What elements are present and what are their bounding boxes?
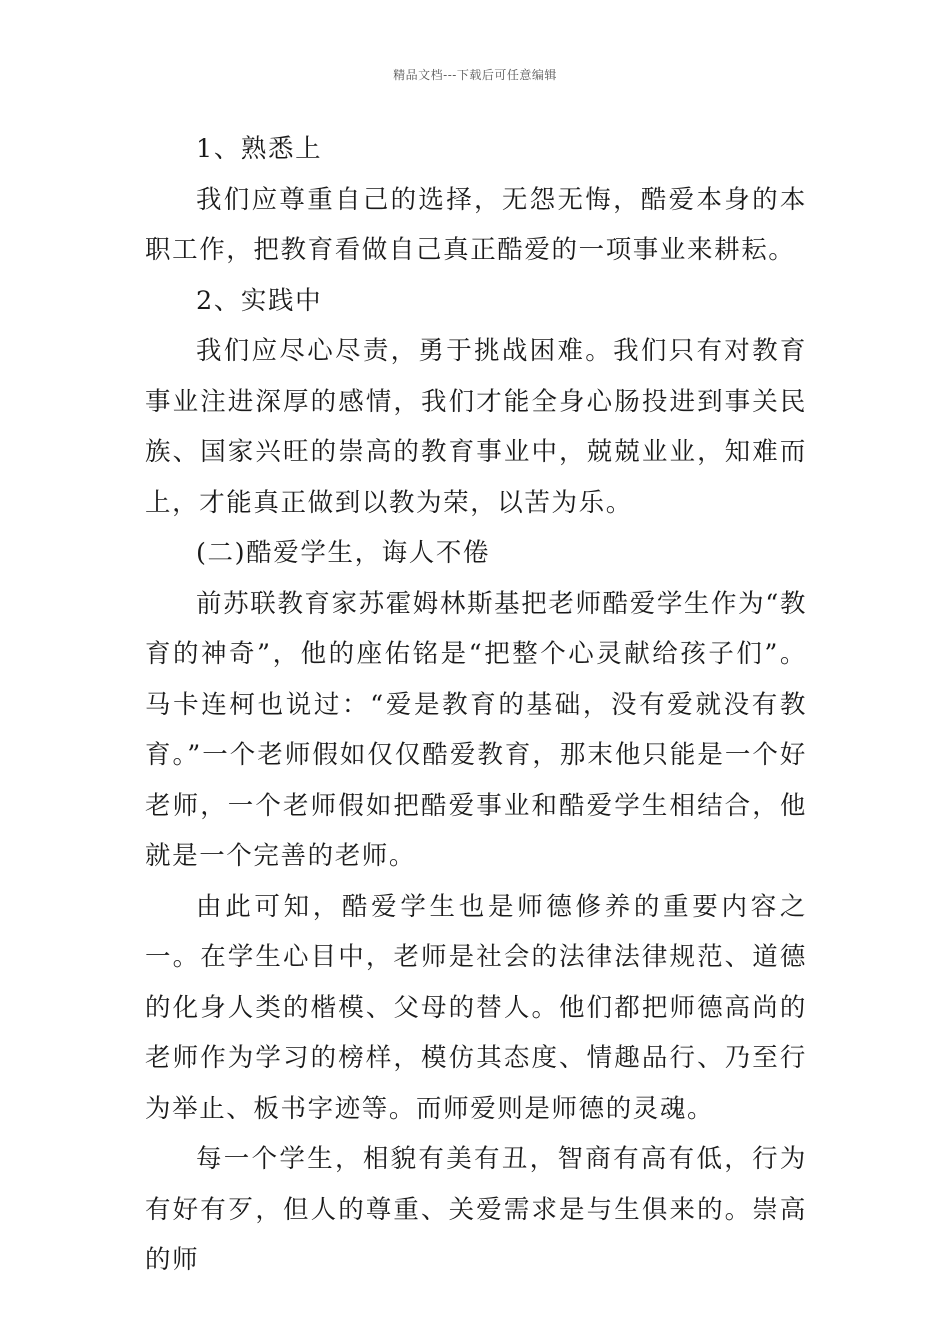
section-heading-love-students: (二)酷爱学生，诲人不倦 xyxy=(196,538,491,568)
paragraph-teacher-ethics: 由此可知，酷爱学生也是师德修养的重要内容之一。在学生心目中，老师是社会的法律法律规范、道德的化身人类的楷模、父母的替人。他们都把师德高尚的老师作为学习的榜样，模仿其态度、情趣品行、乃至行为举止、板书字迹等。而师爱则是师德的灵魂。 xyxy=(145,891,807,1124)
section-heading-practice: 2、实践中 xyxy=(196,285,323,316)
truncated-paragraph-wrapper xyxy=(145,1134,807,1275)
paragraph-sukhomlinsky: 前苏联教育家苏霍姆林斯基把老师酷爱学生作为“教育的神奇”，他的座佑铭是“把整个心灵献给孩子们”。马卡连柯也说过：“爱是教育的基础，没有爱就没有教育。”一个老师假如仅仅酷爱教育，那末他只能是一个好老师，一个老师假如把酷爱事业和酷爱学生相结合，他就是一个完善的老师。 xyxy=(145,588,807,871)
paragraph-practice: 我们应尽心尽责，勇于挑战困难。我们只有对教育事业注进深厚的感情，我们才能全身心肠投进到事关民族、国家兴旺的崇高的教育事业中，兢兢业业，知难而上，才能真正做到以教为荣，以苦为乐。 xyxy=(145,336,807,518)
page-header: 精品文档---下载后可任意编辑 xyxy=(393,68,557,82)
section-heading-familiarity: 1、熟悉上 xyxy=(196,134,323,164)
document-body xyxy=(145,124,807,1275)
paragraph-familiarity: 我们应尊重自己的选择，无怨无悔，酷爱本身的本职工作，把教育看做自己真正酷爱的一项事业来耕耘。 xyxy=(145,184,807,265)
paragraph-every-student: 每一个学生，相貌有美有丑，智商有高有低，行为有好有歹，但人的尊重、关爱需求是与生俱来的。崇高的师 xyxy=(145,1144,807,1275)
